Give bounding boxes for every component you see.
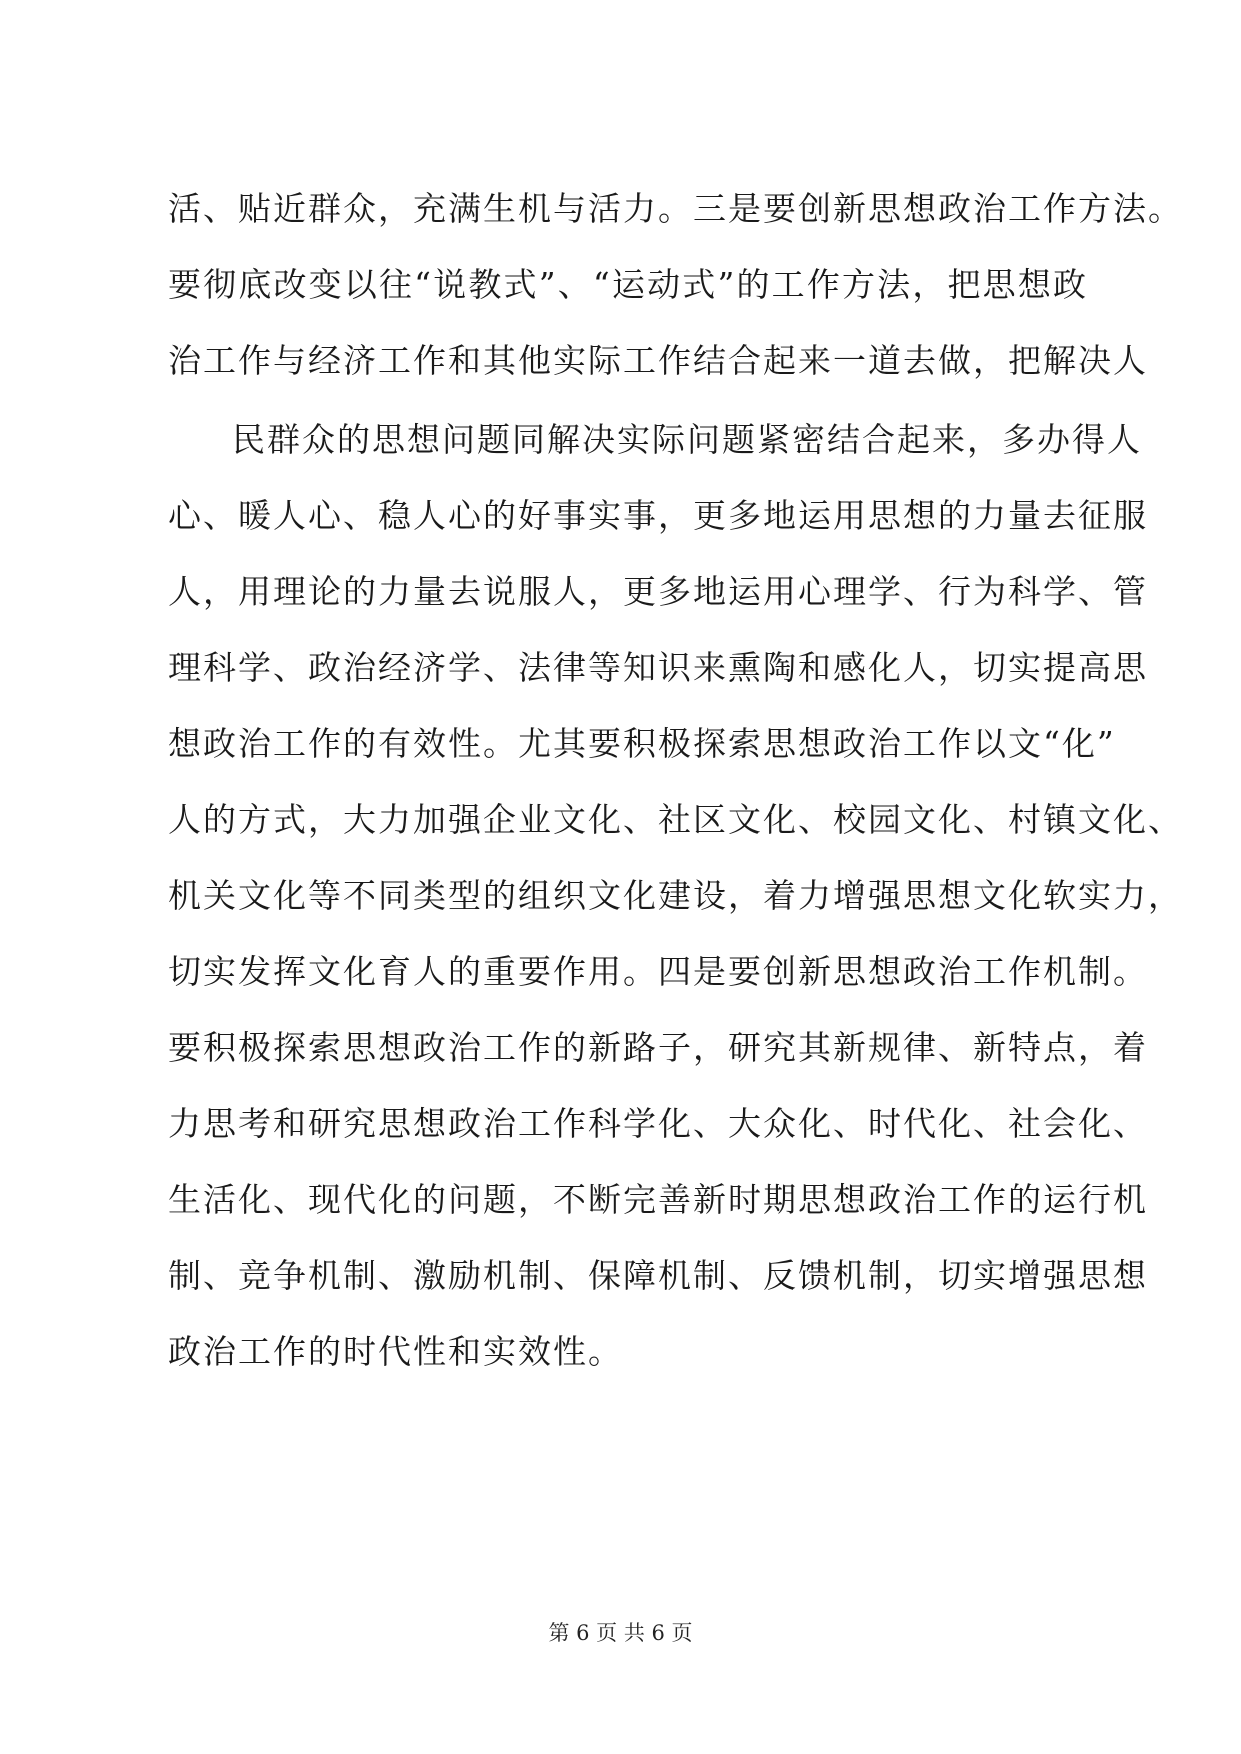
text-line: 治工作与经济工作和其他实际工作结合起来一道去做，把解决人 bbox=[168, 341, 1148, 380]
text-line: 切实发挥文化育人的重要作用。四是要创新思想政治工作机制。 bbox=[168, 952, 1148, 991]
text-line: 制、竞争机制、激励机制、保障机制、反馈机制，切实增强思想 bbox=[168, 1256, 1148, 1295]
text-line: 要积极探索思想政治工作的新路子，研究其新规律、新特点，着 bbox=[168, 1028, 1148, 1067]
text-line: 活、贴近群众，充满生机与活力。三是要创新思想政治工作方法。 bbox=[168, 189, 1183, 228]
text-line: 心、暖人心、稳人心的好事实事，更多地运用思想的力量去征服 bbox=[168, 496, 1148, 535]
text-line: 民群众的思想问题同解决实际问题紧密结合起来，多办得人 bbox=[232, 420, 1142, 459]
text-line: 生活化、现代化的问题，不断完善新时期思想政治工作的运行机 bbox=[168, 1180, 1148, 1219]
text-line: 机关文化等不同类型的组织文化建设，着力增强思想文化软实力， bbox=[168, 876, 1183, 915]
text-line: 要彻底改变以往“说教式”、“运动式”的工作方法，把思想政 bbox=[168, 265, 1088, 304]
text-line: 政治工作的时代性和实效性。 bbox=[168, 1332, 623, 1371]
text-line: 想政治工作的有效性。尤其要积极探索思想政治工作以文“化” bbox=[168, 724, 1116, 763]
text-line: 理科学、政治经济学、法律等知识来熏陶和感化人，切实提高思 bbox=[168, 648, 1148, 687]
page-number-footer: 第 6 页 共 6 页 bbox=[548, 1621, 693, 1645]
text-line: 人，用理论的力量去说服人，更多地运用心理学、行为科学、管 bbox=[168, 572, 1148, 611]
text-line: 力思考和研究思想政治工作科学化、大众化、时代化、社会化、 bbox=[168, 1104, 1148, 1143]
text-line: 人的方式，大力加强企业文化、社区文化、校园文化、村镇文化、 bbox=[168, 800, 1183, 839]
